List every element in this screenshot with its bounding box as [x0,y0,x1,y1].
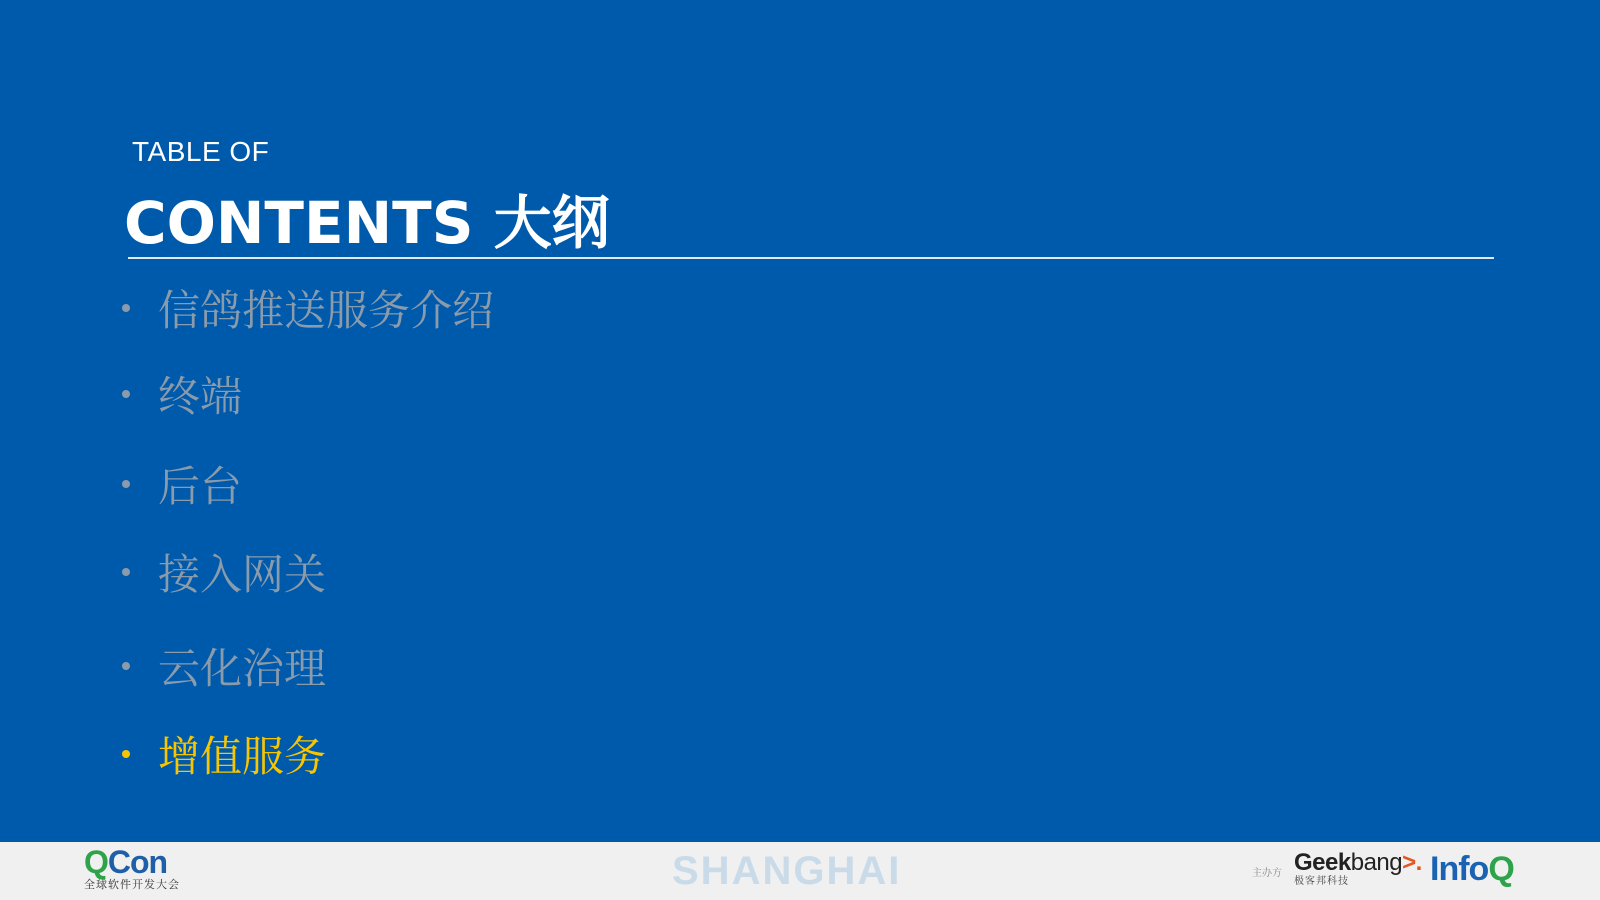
bullet-icon [122,568,130,576]
bullet-icon [122,304,130,312]
bullet-icon [122,480,130,488]
qcon-logo-con: Con [107,844,168,880]
toc-item-label: 后台 [158,462,243,511]
city-label: SHANGHAI [672,849,902,893]
toc-item-label: 增值服务 [158,732,327,781]
toc-item-intro[interactable] [122,278,494,338]
toc-item-terminal[interactable] [122,364,242,424]
bullet-icon [122,662,130,670]
geekbang-tagline: 极客邦科技 [1294,876,1349,887]
geekbang-bang: bang [1350,849,1403,876]
toc-subtitle: TABLE OF [132,136,270,167]
geekbang-logo [1294,850,1424,888]
qcon-logo [84,846,194,892]
qcon-logo-q: Q [84,844,108,880]
geekbang-arrow: >. [1402,849,1422,876]
toc-item-label: 云化治理 [158,644,327,693]
footer-bar [0,842,1600,900]
toc-item-label: 终端 [158,372,243,421]
toc-item-cloud-governance[interactable] [122,636,326,696]
toc-item-label: 信鸽推送服务介绍 [158,286,495,335]
qcon-tagline: 全球软件开发大会 [84,878,180,891]
toc-item-backend[interactable] [122,454,242,514]
toc-item-value-added-services[interactable] [122,724,326,784]
toc-item-label: 接入网关 [158,550,327,599]
toc-item-gateway[interactable] [122,542,326,602]
organizer-label: 主办方 [1252,868,1282,879]
infoq-logo [1430,850,1514,888]
infoq-q: Q [1488,850,1514,888]
toc-title: CONTENTS 大纲 [124,189,610,257]
bullet-icon [122,750,130,758]
bullet-icon [122,390,130,398]
title-divider [128,257,1494,259]
geekbang-geek: Geek [1294,849,1351,876]
infoq-info: Info [1430,850,1489,888]
